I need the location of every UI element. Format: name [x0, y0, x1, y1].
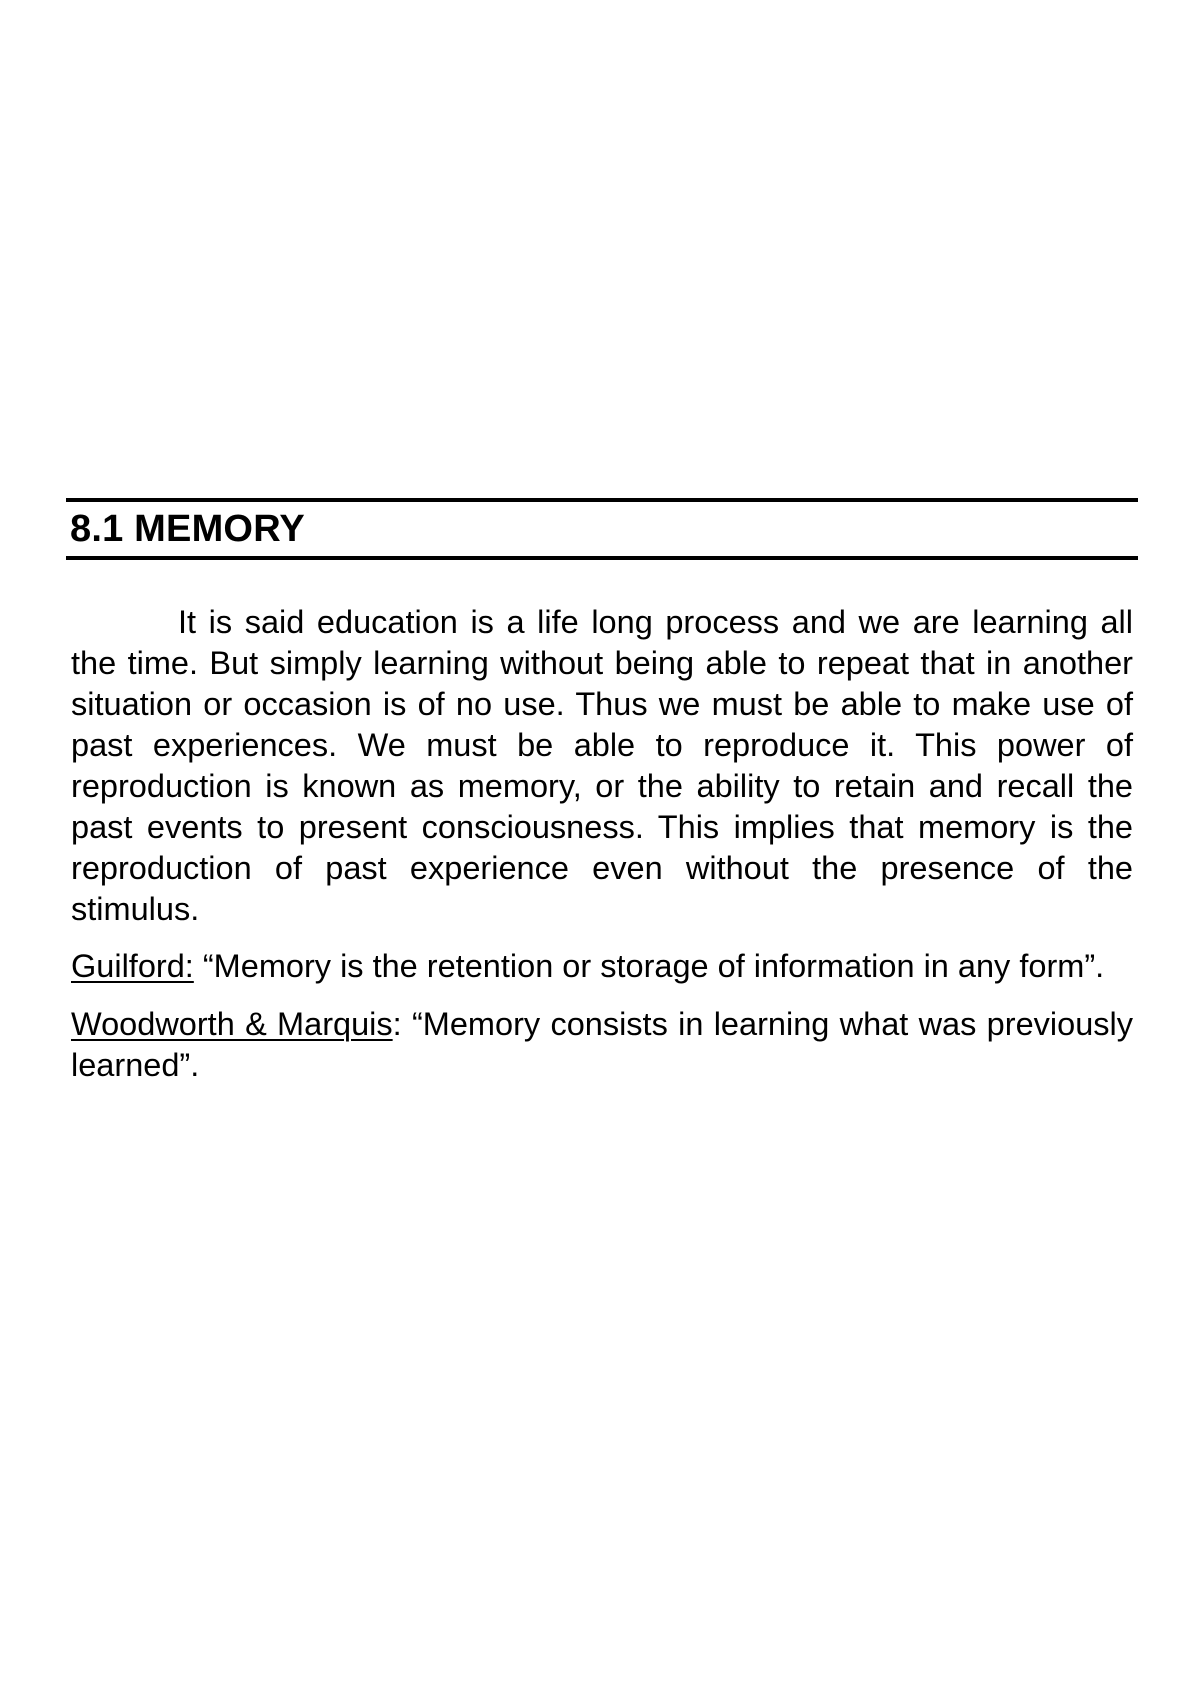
definition-author: Woodworth & Marquis — [71, 1006, 393, 1042]
definition-guilford — [71, 946, 1133, 987]
definition-text: : “Memory consists in learning what was previously learned”. — [71, 1006, 1133, 1083]
section-body — [66, 602, 1138, 1086]
definition-author: Guilford: — [71, 948, 194, 984]
intro-paragraph: It is said education is a life long process and we are learning all the time. But simply learning without being able to repeat that in another situation or occasion is of no use. Thus we must be able to make use of past experiences. We must be able to reproduce it. This power of reproduction is known as memory, or the ability to retain and recall the past events to present consciousness. This implies that memory is the reproduction of past experience even without the presence of the stimulus. — [71, 604, 1133, 927]
definition-text: “Memory is the retention or storage of information in any form”. — [193, 948, 1105, 984]
memory-section — [66, 498, 1138, 1086]
section-heading-bar — [66, 498, 1138, 560]
section-title: 8.1 MEMORY — [70, 508, 305, 550]
definition-woodworth-marquis — [71, 1004, 1133, 1086]
